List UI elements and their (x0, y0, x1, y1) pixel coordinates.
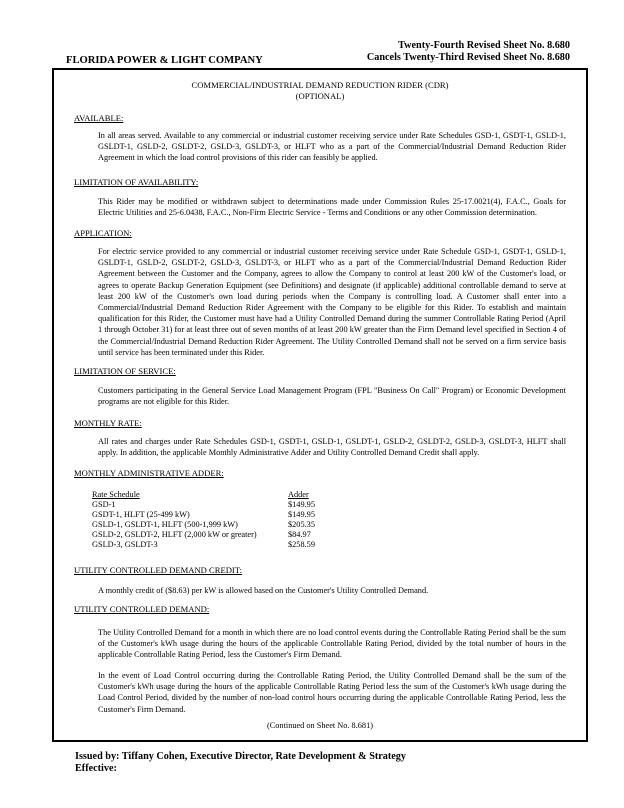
table-header-row (92, 490, 348, 500)
column-header-adder: Adder (288, 490, 309, 499)
heading-demand-credit: UTILITY CONTROLLED DEMAND CREDIT: (74, 565, 243, 575)
adder-cell: $205.35 (288, 520, 315, 530)
heading-limitation-service: LIMITATION OF SERVICE: (74, 366, 176, 376)
table-row (92, 520, 348, 530)
rider-title-main: COMMERCIAL/INDUSTRIAL DEMAND REDUCTION RIDER (CDR) (191, 80, 449, 90)
issued-by: Issued by: Tiffany Cohen, Executive Director, Rate Development & Strategy (75, 751, 406, 762)
limitation-service-text: Customers participating in the General Service Load Management Program (FPL "Business On Call" Program) or Economic Development programs are not eligible for this Rider. (98, 386, 566, 407)
limitation-availability-text: This Rider may be modified or withdrawn subject to determinations made under Commission Rules 25-17.0021(4), F.A.C., Goals for Electric Utilities and 25-6.0438, F.A.C., Non-Firm Electric Service - Terms and Conditions or any other Commission determination. (98, 197, 566, 218)
rate-schedule-cell: GSLD-3, GSLDT-3 (92, 540, 158, 550)
rate-schedule-cell: GSD-1 (92, 500, 116, 510)
demand-credit-text: A monthly credit of ($8.63) per kW is allowed based on the Customer's Utility Controlled Demand. (98, 586, 429, 595)
controlled-demand-text-1: The Utility Controlled Demand for a month in which there are no load control events during the Controllable Rating Period shall be the sum of the Customer's kWh usage during the hours of the applicable Controllable Rating Period, divided by the total number of hours in the applicable Controllable Rating Period, less the Customer's Firm Demand. (98, 628, 566, 660)
rate-schedule-cell: GSLD-1, GSLDT-1, HLFT (500-1,999 kW) (92, 520, 238, 530)
heading-limitation-availability: LIMITATION OF AVAILABILITY: (74, 177, 199, 187)
adder-cell: $258.59 (288, 540, 315, 550)
heading-monthly-rate: MONTHLY RATE: (74, 418, 142, 428)
adder-cell: $84.97 (288, 530, 311, 540)
admin-adder-table (92, 490, 348, 551)
controlled-demand-text-2: In the event of Load Control occurring during the Controllable Rating Period, the Utility Controlled Demand shall be the sum of the Customer's kWh usage during the hours of the applicable Controllable Rating Period less the sum of the Customer's kWh usage during the Load Control Period, divided by the number of non-load control hours occurring during the applicable Controllable Rating Period, less the Customer's Firm Demand. (98, 671, 566, 714)
effective-date: Effective: (75, 762, 117, 774)
rider-title-optional: (OPTIONAL) (295, 91, 345, 101)
adder-cell: $149.95 (288, 510, 315, 520)
rider-title (52, 80, 588, 102)
adder-cell: $149.95 (288, 500, 315, 510)
table-row (92, 500, 348, 510)
sheet-revision (270, 40, 570, 63)
heading-available: AVAILABLE: (74, 113, 124, 123)
rate-schedule-cell: GSLD-2, GSLDT-2, HLFT (2,000 kW or greater) (92, 530, 257, 540)
table-row (92, 510, 348, 520)
table-row (92, 540, 348, 550)
heading-application: APPLICATION: (74, 228, 132, 238)
available-text: In all areas served. Available to any commercial or industrial customer receiving service under Rate Schedules GSD-1, GSDT-1, GSLD-1, GSLDT-1, GSLD-2, GSLDT-2, GSLD-3, GSLDT-3, or HLFT who as a part of the Commercial/Industrial Demand Reduction Rider Agreement in which the load control provisions of this rider can feasibly be applied. (98, 131, 566, 163)
rate-schedule-cell: GSDT-1, HLFT (25-499 kW) (92, 510, 190, 520)
company-name: FLORIDA POWER & LIGHT COMPANY (66, 55, 263, 66)
heading-admin-adder: MONTHLY ADMINISTRATIVE ADDER: (74, 468, 224, 478)
cancels-sheet-number: Cancels Twenty-Third Revised Sheet No. 8.680 (366, 51, 570, 63)
continued-note: (Continued on Sheet No. 8.681) (266, 721, 373, 730)
heading-controlled-demand: UTILITY CONTROLLED DEMAND: (74, 604, 210, 614)
issued-block (75, 751, 406, 774)
column-header-rate-schedule: Rate Schedule (92, 490, 140, 499)
monthly-rate-text: All rates and charges under Rate Schedules GSD-1, GSDT-1, GSLD-1, GSLDT-1, GSLD-2, GSLDT-2, GSLD-3, GSLDT-3, HLFT shall apply. In addition, the applicable Monthly Administrative Adder and Utility Controlled Demand Credit shall apply. (98, 437, 566, 458)
table-row (92, 530, 348, 540)
sheet-number: Twenty-Fourth Revised Sheet No. 8.680 (398, 40, 570, 51)
application-text: For electric service provided to any commercial or industrial customer receiving service under Rate Schedule GSD-1, GSDT-1, GSLD-1, GSLDT-1, GSLD-2, GSLDT-2, GSLD-3, GSLDT-3, or HLFT who as a part of the Commercial/Industrial Demand Reduction Rider Agreement between the Customer and the Company, agrees to allow the Company to control at least 200 kW of the Customer's load, or agrees to operate Backup Generation Equipment (see Definitions) and designate (if applicable) additional controllable demand to serve at least 200 kW of the Customer's own load during periods when the Company is controlling load. A Customer shall enter into a Commercial/Industrial Demand Reduction Rider Agreement with the Company to be eligible for this Rider. To establish and maintain qualification for this Rider, the Customer must have had a Utility Controlled Demand during the summer Controllable Rating Period (April 1 through October 31) for at least three out of seven months of at least 200 kW greater than the Firm Demand level specified in Section 4 of the Commercial/Industrial Demand Reduction Rider Agreement. The Utility Controlled Demand shall not be served on a firm service basis until service has been terminated under this Rider. (98, 247, 566, 357)
